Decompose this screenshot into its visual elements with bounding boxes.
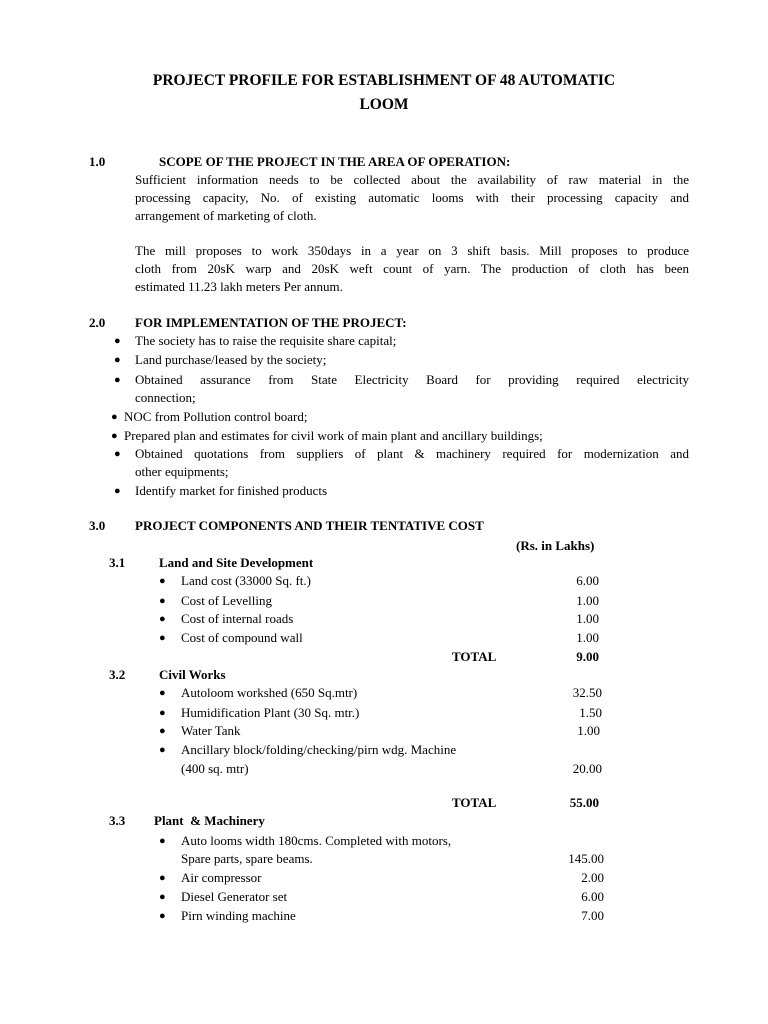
bullet-icon: ● <box>114 485 121 497</box>
cost-item-label: Water Tank <box>181 723 241 738</box>
cost-item-label: Air compressor <box>181 870 262 885</box>
section-1-paragraph-2 <box>135 242 689 296</box>
total-label: TOTAL <box>452 649 497 664</box>
paragraph-line: estimated 11.23 lakh meters Per annum. <box>135 279 343 294</box>
cost-item-amount: 7.00 <box>581 908 604 923</box>
subsection-3-2-heading: Civil Works <box>159 667 226 682</box>
section-1-heading: SCOPE OF THE PROJECT IN THE AREA OF OPERATION: <box>159 154 511 169</box>
bullet-line: other equipments; <box>135 464 229 479</box>
paragraph-line: cloth from 20sK warp and 20sK weft count of yarn. The production of cloth has been <box>135 261 689 276</box>
bullet-icon: ● <box>159 687 166 699</box>
section-1-paragraph-1 <box>135 171 689 225</box>
bullet-item: Identify market for finished products <box>135 483 328 498</box>
cost-item-amount: 145.00 <box>568 851 604 866</box>
bullet-icon: ● <box>159 707 166 719</box>
cost-item-amount: 1.00 <box>576 630 599 645</box>
paragraph-line: The mill proposes to work 350days in a year on 3 shift basis. Mill proposes to produce <box>135 243 689 258</box>
bullet-icon: ● <box>159 595 166 607</box>
cost-item-label: Land cost (33000 Sq. ft.) <box>181 573 311 588</box>
cost-item-amount: 6.00 <box>581 889 604 904</box>
bullet-item: The society has to raise the requisite share capital; <box>135 333 397 348</box>
cost-item-label: Cost of internal roads <box>181 611 294 626</box>
cost-item-amount: 20.00 <box>572 761 602 776</box>
cost-item-label: Autoloom workshed (650 Sq.mtr) <box>181 685 358 700</box>
bullet-line: connection; <box>135 390 196 405</box>
bullet-icon: ● <box>114 335 121 347</box>
cost-item-label: Cost of compound wall <box>181 630 303 645</box>
total-amount: 9.00 <box>576 649 599 664</box>
bullet-icon: ● <box>159 872 166 884</box>
subsection-3-3-heading: Plant & Machinery <box>154 813 265 828</box>
section-3-heading: PROJECT COMPONENTS AND THEIR TENTATIVE COST <box>135 518 484 533</box>
cost-item-label-continued: (400 sq. mtr) <box>181 761 249 776</box>
bullet-item: Prepared plan and estimates for civil work of main plant and ancillary buildings; <box>124 428 543 443</box>
bullet-icon: ● <box>111 411 118 423</box>
bullet-icon: ● <box>159 632 166 644</box>
cost-item-label: Humidification Plant (30 Sq. mtr.) <box>181 705 360 720</box>
total-amount: 55.00 <box>569 795 599 810</box>
bullet-icon: ● <box>159 613 166 625</box>
bullet-line: Obtained assurance from State Electricity Board for providing required electricity <box>135 372 689 387</box>
cost-item-label: Ancillary block/folding/checking/pirn wdg. Machine <box>181 742 457 757</box>
bullet-icon: ● <box>159 891 166 903</box>
cost-item-amount: 32.50 <box>572 685 602 700</box>
bullet-icon: ● <box>114 448 121 460</box>
cost-item-amount: 1.00 <box>577 723 600 738</box>
paragraph-line: Sufficient information needs to be collected about the availability of raw material in the <box>135 172 689 187</box>
bullet-icon: ● <box>159 575 166 587</box>
subsection-3-1-number: 3.1 <box>109 555 126 570</box>
paragraph-line: processing capacity, No. of existing automatic looms with their processing capacity and <box>135 190 689 205</box>
cost-item-amount: 1.50 <box>579 705 602 720</box>
subsection-3-1-heading: Land and Site Development <box>159 555 314 570</box>
cost-item-label: Cost of Levelling <box>181 593 272 608</box>
document-title-line-1: PROJECT PROFILE FOR ESTABLISHMENT OF 48 AUTOMATIC <box>152 72 616 89</box>
bullet-line: Obtained quotations from suppliers of plant & machinery required for modernization and <box>135 446 689 461</box>
bullet-item: NOC from Pollution control board; <box>124 409 308 424</box>
bullet-item <box>135 371 689 407</box>
cost-item-amount: 1.00 <box>576 593 599 608</box>
bullet-icon: ● <box>159 744 166 756</box>
section-2-heading: FOR IMPLEMENTATION OF THE PROJECT: <box>135 315 407 330</box>
bullet-item <box>135 445 689 481</box>
bullet-icon: ● <box>114 354 121 366</box>
document-title-line-2: LOOM <box>359 96 409 113</box>
bullet-icon: ● <box>159 835 166 847</box>
bullet-icon: ● <box>159 725 166 737</box>
subsection-3-3-number: 3.3 <box>109 813 126 828</box>
currency-unit-label: (Rs. in Lakhs) <box>516 538 595 553</box>
bullet-icon: ● <box>114 374 121 386</box>
cost-item-label-continued: Spare parts, spare beams. <box>181 851 313 866</box>
cost-item-label: Pirn winding machine <box>181 908 296 923</box>
bullet-icon: ● <box>159 910 166 922</box>
cost-item-amount: 6.00 <box>576 573 599 588</box>
cost-item-label: Diesel Generator set <box>181 889 288 904</box>
cost-item-amount: 1.00 <box>576 611 599 626</box>
cost-item-amount: 2.00 <box>581 870 604 885</box>
bullet-icon: ● <box>111 430 118 442</box>
cost-item-label: Auto looms width 180cms. Completed with motors, <box>181 833 452 848</box>
section-3-number: 3.0 <box>89 518 106 533</box>
paragraph-line: arrangement of marketing of cloth. <box>135 208 317 223</box>
section-1-number: 1.0 <box>89 154 106 169</box>
subsection-3-2-number: 3.2 <box>109 667 126 682</box>
bullet-item: Land purchase/leased by the society; <box>135 352 327 367</box>
total-label: TOTAL <box>452 795 497 810</box>
section-2-number: 2.0 <box>89 315 106 330</box>
